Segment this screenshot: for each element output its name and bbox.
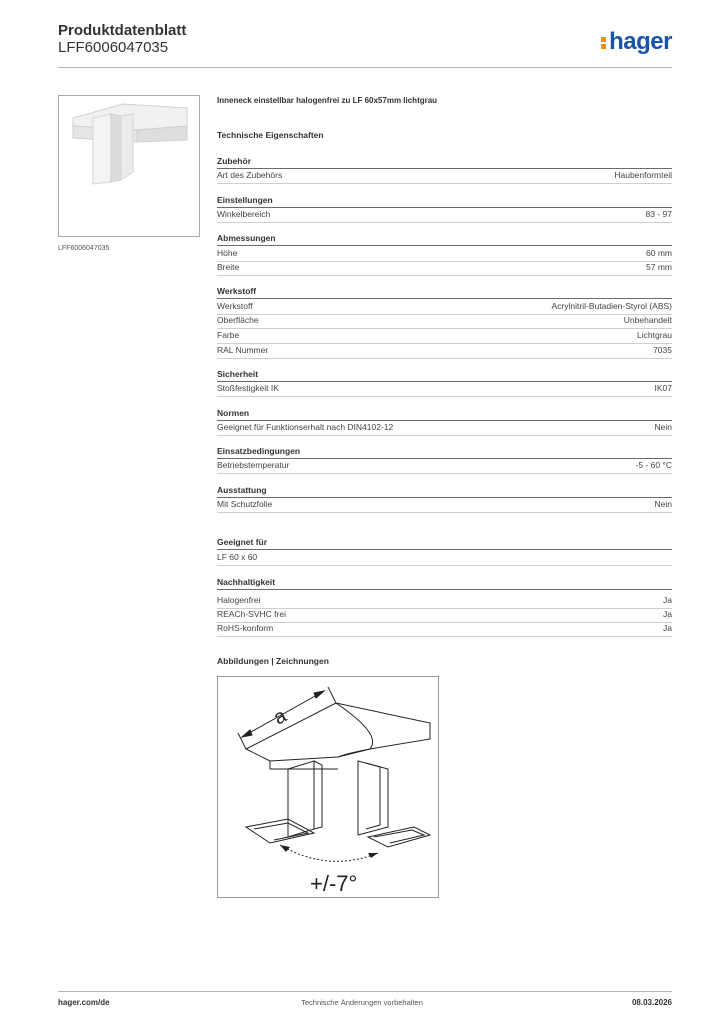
row-label: Werkstoff	[217, 301, 253, 311]
row-label: REACh-SVHC frei	[217, 609, 286, 619]
technical-properties-heading: Technische Eigenschaften	[217, 130, 324, 140]
corner-drawing-icon	[218, 677, 438, 897]
product-corner-icon	[59, 96, 199, 236]
row-label: Höhe	[217, 248, 238, 258]
table-row	[217, 459, 672, 474]
group-heading: Zubehör	[217, 156, 672, 169]
row-label: Geeignet für Funktionserhalt nach DIN4102-12	[217, 422, 394, 432]
row-label: Farbe	[217, 330, 240, 340]
row-value: Nein	[654, 499, 672, 509]
product-code: LFF6006047035	[58, 39, 169, 56]
footer-divider	[58, 991, 672, 992]
hager-logo[interactable]	[601, 28, 672, 56]
dimension-label: a	[270, 704, 291, 730]
group-heading: Einstellungen	[217, 195, 672, 208]
row-value: 60 mm	[646, 248, 672, 258]
footer-disclaimer: Technische Änderungen vorbehalten	[301, 998, 423, 1007]
table-row	[217, 329, 672, 344]
table-row	[217, 344, 672, 359]
row-label: RAL Nummer	[217, 345, 269, 355]
group-heading: Normen	[217, 408, 672, 421]
product-thumbnail	[58, 95, 200, 237]
group-heading: Nachhaltigkeit	[217, 577, 672, 590]
page-title: Produktdatenblatt	[58, 22, 187, 39]
logo-text: hager	[609, 28, 672, 55]
row-label: Breite	[217, 262, 240, 272]
table-row	[217, 261, 672, 276]
row-value: 57 mm	[646, 262, 672, 272]
thumbnail-caption: LFF6006047035	[58, 245, 110, 252]
row-value: 7035	[653, 345, 672, 355]
table-row	[217, 314, 672, 329]
table-row	[217, 551, 672, 566]
row-value: -5 - 60 °C	[635, 460, 672, 470]
row-value: Nein	[654, 422, 672, 432]
row-label: Betriebstemperatur	[217, 460, 290, 470]
drawings-heading: Abbildungen | Zeichnungen	[217, 656, 329, 666]
group-heading: Abmessungen	[217, 233, 672, 246]
row-value: Unbehandelt	[623, 315, 672, 325]
table-row	[217, 594, 672, 609]
technical-drawing	[217, 676, 439, 898]
logo-dots-icon	[601, 34, 607, 50]
row-value: Ja	[663, 595, 672, 605]
table-row	[217, 382, 672, 397]
group-heading: Werkstoff	[217, 286, 672, 299]
row-label: Mit Schutzfolie	[217, 499, 273, 509]
table-row	[217, 622, 672, 637]
table-row	[217, 208, 672, 223]
footer-website-link[interactable]: hager.com/de	[58, 998, 110, 1007]
angle-label: +/-7°	[310, 871, 358, 896]
row-value: IK07	[654, 383, 672, 393]
header-divider	[58, 67, 672, 68]
table-row	[217, 498, 672, 513]
table-row	[217, 421, 672, 436]
row-value: Ja	[663, 609, 672, 619]
table-row	[217, 300, 672, 315]
row-label: Oberfläche	[217, 315, 259, 325]
table-row	[217, 169, 672, 184]
row-label: RoHS-konform	[217, 623, 274, 633]
row-label: Halogenfrei	[217, 595, 261, 605]
table-row	[217, 608, 672, 623]
row-label: Art des Zubehörs	[217, 170, 283, 180]
row-label: LF 60 x 60	[217, 552, 258, 562]
group-heading: Sicherheit	[217, 369, 672, 382]
group-heading: Geeignet für	[217, 537, 672, 550]
row-value: 83 - 97	[645, 209, 672, 219]
group-heading: Ausstattung	[217, 485, 672, 498]
row-value: Ja	[663, 623, 672, 633]
row-value: Haubenformteil	[614, 170, 672, 180]
row-value: Lichtgrau	[637, 330, 672, 340]
row-label: Winkelbereich	[217, 209, 271, 219]
table-row	[217, 247, 672, 262]
product-title: Inneneck einstellbar halogenfrei zu LF 60x57mm lichtgrau	[217, 96, 438, 105]
group-heading: Einsatzbedingungen	[217, 446, 672, 459]
footer-date: 08.03.2026	[631, 998, 672, 1007]
row-label: Stoßfestigkeit IK	[217, 383, 279, 393]
row-value: Acrylnitril-Butadien-Styrol (ABS)	[551, 301, 672, 311]
